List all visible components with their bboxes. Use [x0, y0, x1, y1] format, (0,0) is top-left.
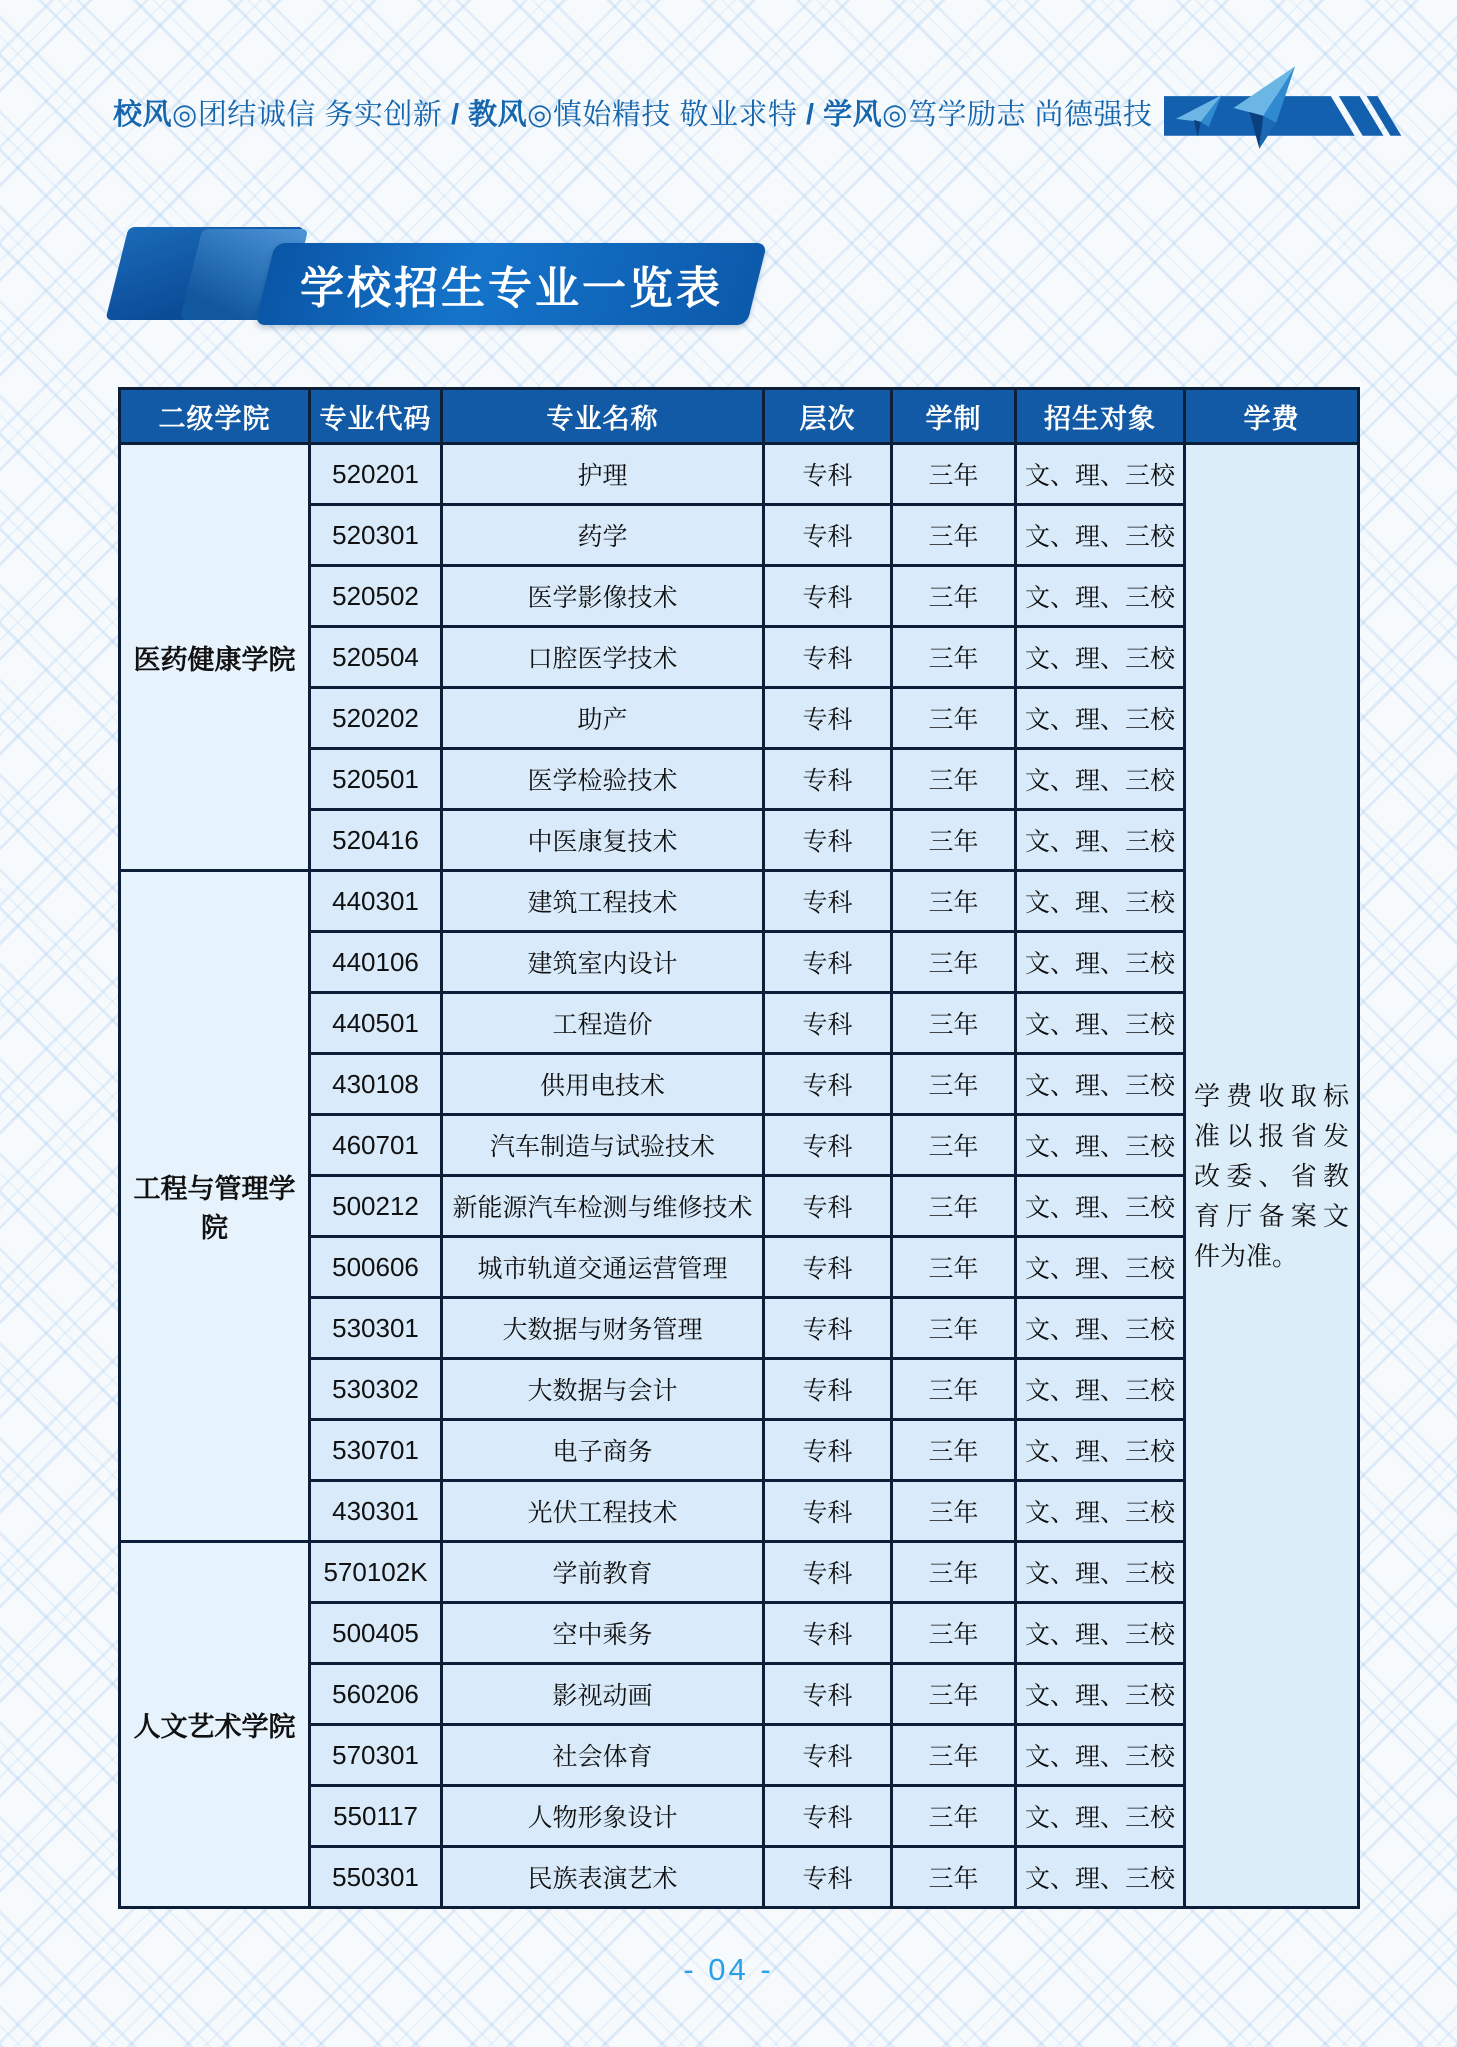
code-cell: 520201: [310, 444, 442, 505]
tuition-cell: 学费收取标准以报省发改委、省教育厅备案文件为准。: [1185, 444, 1359, 1908]
school-motto: [113, 92, 1173, 133]
duration-cell: 三年: [892, 749, 1016, 810]
major-name-cell: 中医康复技术: [442, 810, 764, 871]
target-cell: 文、理、三校: [1016, 871, 1185, 932]
code-cell: 440501: [310, 993, 442, 1054]
level-cell: 专科: [764, 1420, 892, 1481]
major-name-cell: 建筑室内设计: [442, 932, 764, 993]
code-cell: 440106: [310, 932, 442, 993]
level-cell: 专科: [764, 1664, 892, 1725]
motto-segment: ◎团结诚信 务实创新: [172, 99, 451, 131]
table-header-row: [120, 389, 1359, 444]
duration-cell: 三年: [892, 566, 1016, 627]
level-cell: 专科: [764, 932, 892, 993]
code-cell: 430301: [310, 1481, 442, 1542]
header-cell: 专业名称: [442, 389, 764, 444]
level-cell: 专科: [764, 444, 892, 505]
level-cell: 专科: [764, 627, 892, 688]
target-cell: 文、理、三校: [1016, 1664, 1185, 1725]
level-cell: 专科: [764, 749, 892, 810]
code-cell: 520501: [310, 749, 442, 810]
duration-cell: 三年: [892, 1725, 1016, 1786]
duration-cell: 三年: [892, 1542, 1016, 1603]
duration-cell: 三年: [892, 1786, 1016, 1847]
duration-cell: 三年: [892, 1237, 1016, 1298]
target-cell: 文、理、三校: [1016, 1359, 1185, 1420]
header-cell: 层次: [764, 389, 892, 444]
header-cell: 招生对象: [1016, 389, 1185, 444]
target-cell: 文、理、三校: [1016, 566, 1185, 627]
duration-cell: 三年: [892, 1298, 1016, 1359]
major-name-cell: 社会体育: [442, 1725, 764, 1786]
major-name-cell: 光伏工程技术: [442, 1481, 764, 1542]
level-cell: 专科: [764, 1176, 892, 1237]
code-cell: 520502: [310, 566, 442, 627]
level-cell: 专科: [764, 566, 892, 627]
major-name-cell: 口腔医学技术: [442, 627, 764, 688]
target-cell: 文、理、三校: [1016, 444, 1185, 505]
page-number: - 04 -: [683, 1952, 774, 1987]
table-row: [120, 444, 1359, 505]
motto-segment: ◎笃学励志 尚德强技: [882, 99, 1153, 131]
duration-cell: 三年: [892, 1359, 1016, 1420]
code-cell: 520301: [310, 505, 442, 566]
duration-cell: 三年: [892, 871, 1016, 932]
level-cell: 专科: [764, 810, 892, 871]
duration-cell: 三年: [892, 505, 1016, 566]
level-cell: 专科: [764, 1298, 892, 1359]
header-cell: 专业代码: [310, 389, 442, 444]
code-cell: 520416: [310, 810, 442, 871]
motto-segment: ◎慎始精技 敬业求特: [527, 99, 806, 131]
major-name-cell: 人物形象设计: [442, 1786, 764, 1847]
paper-plane-logo: [1164, 56, 1454, 156]
major-name-cell: 影视动画: [442, 1664, 764, 1725]
duration-cell: 三年: [892, 1115, 1016, 1176]
major-name-cell: 大数据与会计: [442, 1359, 764, 1420]
code-cell: 570102K: [310, 1542, 442, 1603]
target-cell: 文、理、三校: [1016, 1542, 1185, 1603]
target-cell: 文、理、三校: [1016, 1237, 1185, 1298]
code-cell: 530701: [310, 1420, 442, 1481]
motto-segment: 教风: [468, 99, 528, 131]
enrollment-table: [118, 387, 1360, 1909]
code-cell: 550117: [310, 1786, 442, 1847]
level-cell: 专科: [764, 1603, 892, 1664]
major-name-cell: 空中乘务: [442, 1603, 764, 1664]
major-name-cell: 供用电技术: [442, 1054, 764, 1115]
duration-cell: 三年: [892, 1420, 1016, 1481]
level-cell: 专科: [764, 1786, 892, 1847]
target-cell: 文、理、三校: [1016, 1481, 1185, 1542]
code-cell: 520202: [310, 688, 442, 749]
motto-segment: 学风: [823, 99, 883, 131]
code-cell: 460701: [310, 1115, 442, 1176]
code-cell: 430108: [310, 1054, 442, 1115]
college-cell: 医药健康学院: [120, 444, 310, 871]
major-name-cell: 医学影像技术: [442, 566, 764, 627]
code-cell: 500606: [310, 1237, 442, 1298]
major-name-cell: 民族表演艺术: [442, 1847, 764, 1908]
table-body: [120, 444, 1359, 1908]
target-cell: 文、理、三校: [1016, 1786, 1185, 1847]
target-cell: 文、理、三校: [1016, 1603, 1185, 1664]
duration-cell: 三年: [892, 932, 1016, 993]
level-cell: 专科: [764, 1725, 892, 1786]
level-cell: 专科: [764, 871, 892, 932]
code-cell: 500212: [310, 1176, 442, 1237]
code-cell: 530302: [310, 1359, 442, 1420]
major-name-cell: 医学检验技术: [442, 749, 764, 810]
major-name-cell: 助产: [442, 688, 764, 749]
major-name-cell: 汽车制造与试验技术: [442, 1115, 764, 1176]
code-cell: 530301: [310, 1298, 442, 1359]
level-cell: 专科: [764, 993, 892, 1054]
target-cell: 文、理、三校: [1016, 810, 1185, 871]
duration-cell: 三年: [892, 444, 1016, 505]
level-cell: 专科: [764, 1054, 892, 1115]
major-name-cell: 新能源汽车检测与维修技术: [442, 1176, 764, 1237]
level-cell: 专科: [764, 1542, 892, 1603]
duration-cell: 三年: [892, 688, 1016, 749]
duration-cell: 三年: [892, 810, 1016, 871]
level-cell: 专科: [764, 1115, 892, 1176]
target-cell: 文、理、三校: [1016, 1176, 1185, 1237]
major-name-cell: 护理: [442, 444, 764, 505]
title-banner: [117, 227, 767, 327]
level-cell: 专科: [764, 1481, 892, 1542]
major-name-cell: 城市轨道交通运营管理: [442, 1237, 764, 1298]
major-name-cell: 建筑工程技术: [442, 871, 764, 932]
target-cell: 文、理、三校: [1016, 1847, 1185, 1908]
duration-cell: 三年: [892, 993, 1016, 1054]
header-cell: 二级学院: [120, 389, 310, 444]
header-cell: 学费: [1185, 389, 1359, 444]
duration-cell: 三年: [892, 1176, 1016, 1237]
college-cell: 人文艺术学院: [120, 1542, 310, 1908]
target-cell: 文、理、三校: [1016, 1054, 1185, 1115]
table-row: [120, 1542, 1359, 1603]
duration-cell: 三年: [892, 1481, 1016, 1542]
code-cell: 520504: [310, 627, 442, 688]
duration-cell: 三年: [892, 1847, 1016, 1908]
target-cell: 文、理、三校: [1016, 1725, 1185, 1786]
level-cell: 专科: [764, 1359, 892, 1420]
major-name-cell: 学前教育: [442, 1542, 764, 1603]
table-row: [120, 871, 1359, 932]
major-name-cell: 电子商务: [442, 1420, 764, 1481]
level-cell: 专科: [764, 1237, 892, 1298]
duration-cell: 三年: [892, 1603, 1016, 1664]
code-cell: 560206: [310, 1664, 442, 1725]
code-cell: 440301: [310, 871, 442, 932]
target-cell: 文、理、三校: [1016, 627, 1185, 688]
major-name-cell: 工程造价: [442, 993, 764, 1054]
page-title: 学校招生专业一览表: [299, 264, 723, 313]
code-cell: 570301: [310, 1725, 442, 1786]
target-cell: 文、理、三校: [1016, 1420, 1185, 1481]
college-cell: 工程与管理学院: [120, 871, 310, 1542]
target-cell: 文、理、三校: [1016, 749, 1185, 810]
banner-bar: [255, 243, 767, 325]
major-name-cell: 大数据与财务管理: [442, 1298, 764, 1359]
target-cell: 文、理、三校: [1016, 1115, 1185, 1176]
major-name-cell: 药学: [442, 505, 764, 566]
target-cell: 文、理、三校: [1016, 688, 1185, 749]
motto-segment: /: [806, 99, 824, 131]
target-cell: 文、理、三校: [1016, 932, 1185, 993]
motto-segment: /: [450, 99, 469, 131]
header-cell: 学制: [892, 389, 1016, 444]
target-cell: 文、理、三校: [1016, 505, 1185, 566]
level-cell: 专科: [764, 505, 892, 566]
duration-cell: 三年: [892, 1054, 1016, 1115]
level-cell: 专科: [764, 688, 892, 749]
motto-segment: 校风: [113, 99, 173, 131]
duration-cell: 三年: [892, 1664, 1016, 1725]
code-cell: 550301: [310, 1847, 442, 1908]
duration-cell: 三年: [892, 627, 1016, 688]
code-cell: 500405: [310, 1603, 442, 1664]
target-cell: 文、理、三校: [1016, 993, 1185, 1054]
target-cell: 文、理、三校: [1016, 1298, 1185, 1359]
level-cell: 专科: [764, 1847, 892, 1908]
